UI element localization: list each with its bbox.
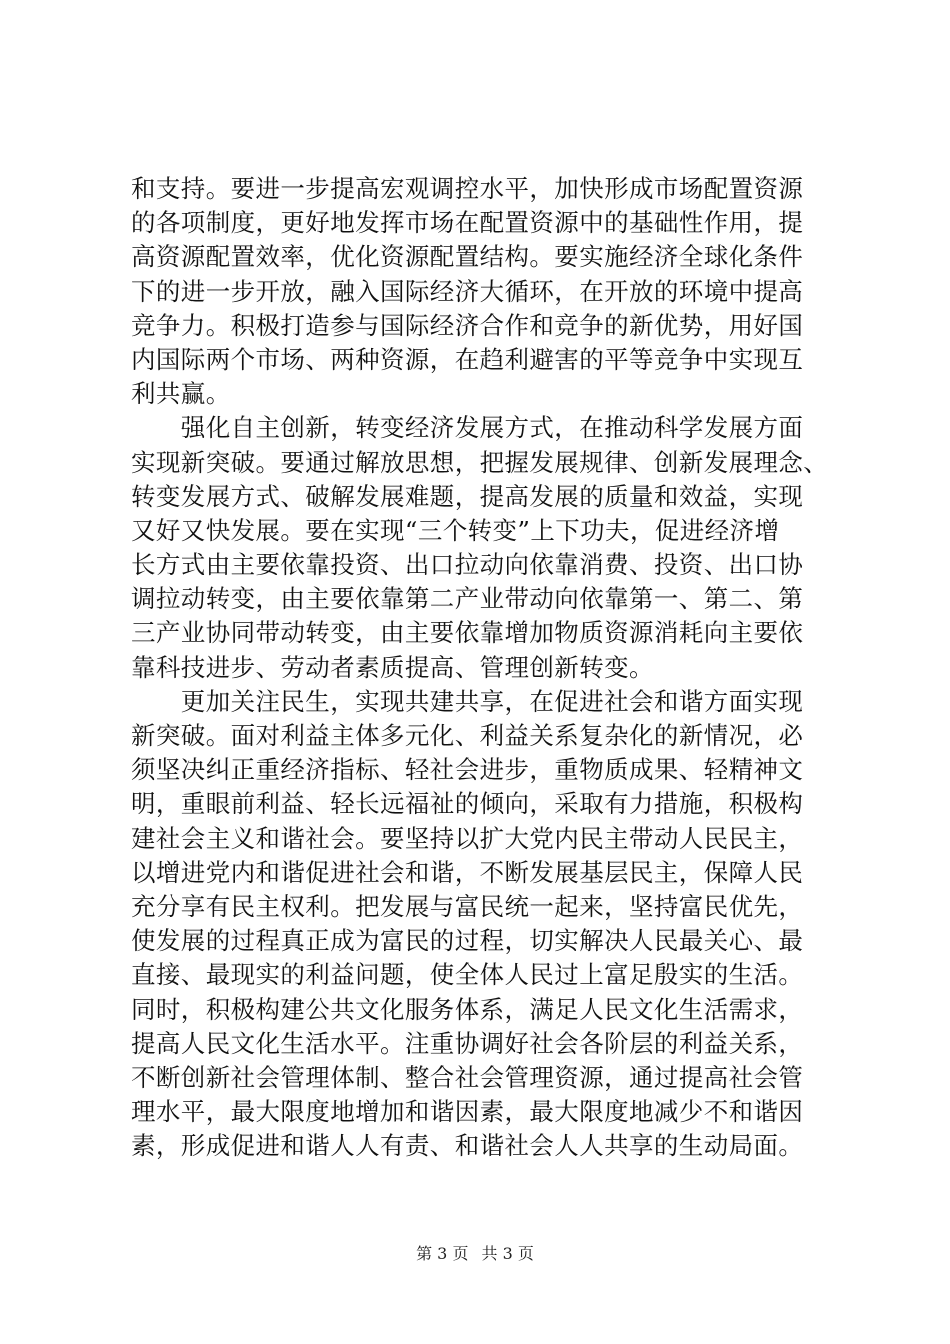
page-total: 共 3 页 [481,1244,534,1263]
text-line: 建社会主义和谐社会。要坚持以扩大党内民主带动人民民主， [131,823,804,853]
text-line: 高资源配置效率，优化资源配置结构。要实施经济全球化条件 [131,242,804,272]
text-line: 和支持。要进一步提高宏观调控水平，加快形成市场配置资源 [131,174,804,203]
text-line: 同时，积极构建公共文化服务体系，满足人民文化生活需求， [131,994,804,1024]
text-line: 的各项制度，更好地发挥市场在配置资源中的基础性作用，提 [131,208,804,238]
text-line: 理水平，最大限度地增加和谐因素，最大限度地减少不和谐因 [131,1097,804,1127]
text-line: 又好又快发展。要在实现“三个转变”上下功夫，促进经济增 [131,515,780,545]
text-line: 利共赢。 [131,379,231,409]
text-line: 新突破。面对利益主体多元化、利益关系复杂化的新情况，必 [131,721,804,750]
body-text [131,172,831,1163]
text-line: 须坚决纠正重经济指标、轻社会进步，重物质成果、轻精神文 [131,755,804,785]
text-line: 素，形成促进和谐人人有责、和谐社会人人共享的生动局面。 [131,1131,804,1161]
text-line: 不断创新社会管理体制、整合社会管理资源，通过提高社会管 [131,1062,804,1092]
text-line: 三产业协同带动转变，由主要依靠增加物质资源消耗向主要依 [131,618,804,648]
text-line: 长方式由主要依靠投资、出口拉动向依靠消费、投资、出口协 [131,550,804,580]
text-line: 以增进党内和谐促进社会和谐，不断发展基层民主，保障人民 [131,857,804,887]
text-line: 更加关注民生，实现共建共享，在促进社会和谐方面实现 [131,686,804,716]
text-line: 内国际两个市场、两种资源，在趋利避害的平等竞争中实现互 [131,344,804,374]
text-line: 下的进一步开放，融入国际经济大循环，在开放的环境中提高 [131,276,804,306]
text-line: 调拉动转变，由主要依靠第二产业带动向依靠第一、第二、第 [131,584,804,614]
text-line: 竞争力。积极打造参与国际经济合作和竞争的新优势，用好国 [131,310,804,340]
text-line: 靠科技进步、劳动者素质提高、管理创新转变。 [131,652,654,682]
text-line: 充分享有民主权利。把发展与富民统一起来，坚持富民优先， [131,891,804,921]
page-number: 第 3 页 [416,1244,469,1263]
page-footer [0,1243,950,1265]
text-line: 提高人民文化生活水平。注重协调好社会各阶层的利益关系， [131,1028,804,1058]
text-line: 转变发展方式、破解发展难题，提高发展的质量和效益，实现 [131,481,804,511]
text-line: 使发展的过程真正成为富民的过程，切实解决人民最关心、最 [131,926,804,956]
text-line: 实现新突破。要通过解放思想，把握发展规律、创新发展理念、 [131,447,829,477]
text-line: 强化自主创新，转变经济发展方式，在推动科学发展方面 [131,413,804,443]
text-line: 明，重眼前利益、轻长远福祉的倾向，采取有力措施，积极构 [131,789,804,819]
text-line: 直接、最现实的利益问题，使全体人民过上富足殷实的生活。 [131,960,804,990]
